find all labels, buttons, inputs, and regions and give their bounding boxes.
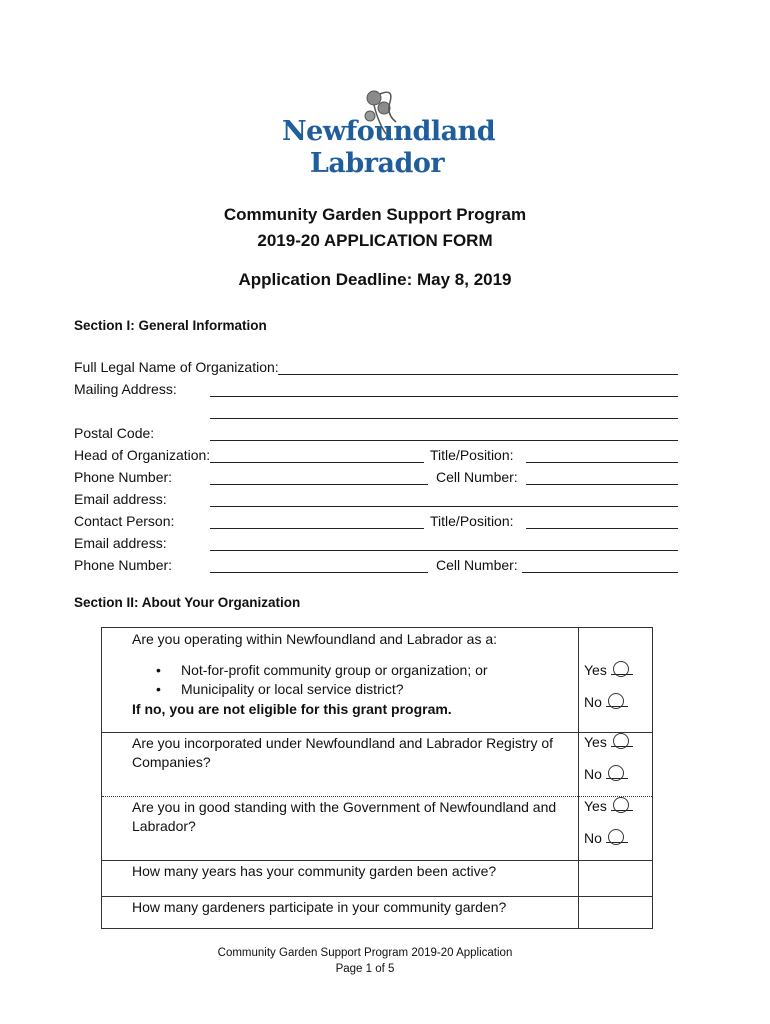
q1-no-option[interactable] (584, 694, 628, 710)
radio-circle-icon[interactable] (613, 797, 629, 813)
postal-field[interactable] (210, 424, 678, 441)
row-divider-3 (102, 860, 652, 861)
no-label: No (584, 694, 602, 710)
question-1-text: Are you operating within Newfoundland and Labrador as a: (132, 631, 498, 647)
footer-text: Community Garden Support Program 2019-20 Application (217, 947, 513, 959)
bullet-icon: • (156, 681, 161, 697)
form-title: 2019-20 APPLICATION FORM (257, 231, 493, 250)
postal-label: Postal Code: (74, 425, 155, 441)
phone-1-label: Phone Number: (74, 469, 173, 485)
email-1-field[interactable] (210, 490, 678, 507)
q2-no-option[interactable] (584, 766, 628, 782)
radio-circle-icon[interactable] (608, 693, 624, 709)
contact-label: Contact Person: (74, 513, 175, 529)
title-1-field[interactable] (526, 446, 678, 463)
head-label: Head of Organization: (74, 447, 211, 463)
yes-label: Yes (584, 662, 607, 678)
phone-1-field[interactable] (210, 468, 428, 485)
cell-2-label: Cell Number: (436, 557, 518, 573)
question-1-option-1: Not-for-profit community group or organization; or (181, 662, 488, 678)
row-divider-2 (102, 796, 652, 797)
mailing-field-1[interactable] (210, 380, 678, 397)
no-label: No (584, 830, 602, 846)
row-divider-1 (102, 732, 652, 733)
page-number: Page 1 of 5 (335, 963, 395, 975)
row-divider-4 (102, 896, 652, 897)
question-5-text: How many gardeners participate in your community garden? (132, 899, 507, 915)
cell-1-field[interactable] (526, 468, 678, 485)
table-column-divider (578, 628, 579, 928)
q1-yes-option[interactable] (584, 662, 633, 678)
mailing-label: Mailing Address: (74, 381, 177, 397)
email-1-label: Email address: (74, 491, 167, 507)
question-3-text: Are you in good standing with the Government of Newfoundland and Labrador? (132, 799, 557, 834)
mailing-field-2[interactable] (210, 402, 678, 419)
question-4-text: How many years has your community garden been active? (132, 863, 497, 879)
cell-1-label: Cell Number: (436, 469, 518, 485)
question-1-option-2: Municipality or local service district? (181, 681, 404, 697)
title-1-label: Title/Position: (430, 447, 514, 463)
yes-label: Yes (584, 798, 607, 814)
cell-2-field[interactable] (522, 556, 678, 573)
q3-no-option[interactable] (584, 830, 628, 846)
legal-name-label: Full Legal Name of Organization: (74, 359, 279, 375)
phone-2-label: Phone Number: (74, 557, 173, 573)
eligibility-table (101, 627, 653, 929)
logo-text-labrador: Labrador (309, 148, 445, 179)
section-2-heading: Section II: About Your Organization (74, 595, 301, 610)
program-title: Community Garden Support Program (223, 205, 527, 224)
title-2-field[interactable] (526, 512, 678, 529)
no-label: No (584, 766, 602, 782)
government-logo (282, 86, 496, 186)
contact-field[interactable] (210, 512, 424, 529)
q2-yes-option[interactable] (584, 734, 633, 750)
gardeners-count-answer[interactable] (580, 897, 652, 928)
radio-circle-icon[interactable] (608, 765, 624, 781)
email-2-field[interactable] (210, 534, 678, 551)
bullet-icon: • (156, 662, 161, 678)
yes-label: Yes (584, 734, 607, 750)
radio-circle-icon[interactable] (613, 661, 629, 677)
years-active-answer[interactable] (580, 861, 652, 895)
radio-circle-icon[interactable] (613, 733, 629, 749)
question-2-text: Are you incorporated under Newfoundland and Labrador Registry of Companies? (132, 735, 554, 770)
question-1-note: If no, you are not eligible for this grant program. (132, 701, 452, 717)
q3-yes-option[interactable] (584, 798, 633, 814)
head-field[interactable] (210, 446, 424, 463)
section-1-heading: Section I: General Information (74, 318, 267, 333)
legal-name-field[interactable] (278, 358, 678, 375)
deadline-title: Application Deadline: May 8, 2019 (238, 270, 512, 289)
email-2-label: Email address: (74, 535, 167, 551)
title-2-label: Title/Position: (430, 513, 514, 529)
radio-circle-icon[interactable] (608, 829, 624, 845)
logo-text-newfoundland: Newfoundland (282, 116, 496, 147)
phone-2-field[interactable] (210, 556, 428, 573)
